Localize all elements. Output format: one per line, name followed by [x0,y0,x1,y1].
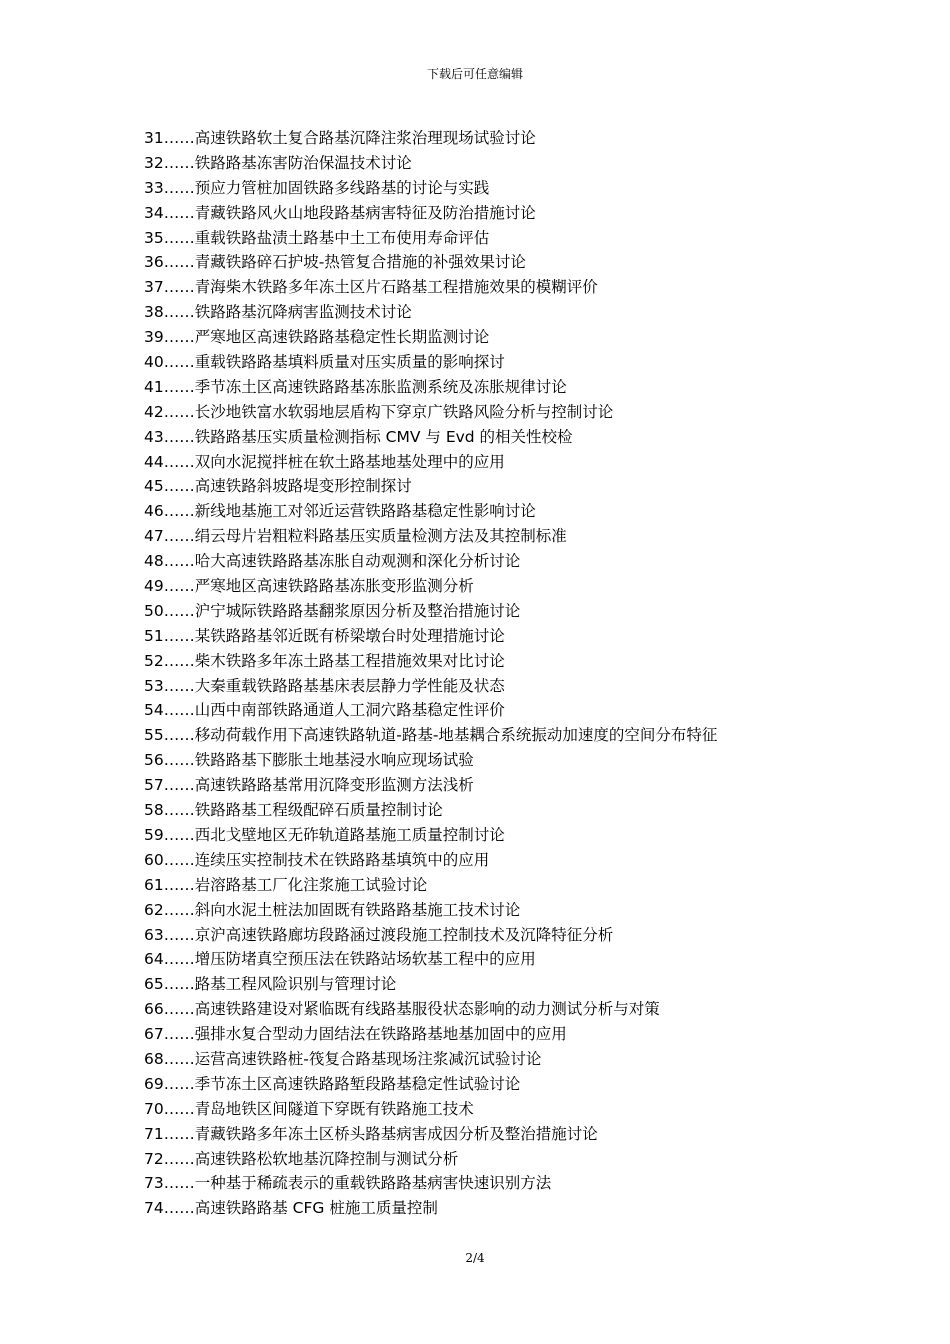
entry-leader-dots: …… [163,303,195,322]
entry-leader-dots: …… [163,1074,195,1093]
entry-leader-dots: …… [163,751,195,770]
entry-title: 重载铁路盐渍土路基中土工布使用寿命评估 [194,228,490,247]
entry-title: 双向水泥搅拌桩在软土路基地基处理中的应用 [194,452,505,471]
entry-number: 39 [144,328,164,347]
entry-leader-dots: …… [163,427,195,446]
entry-number: 46 [144,502,164,521]
entry-number: 57 [144,776,164,795]
entry-leader-dots: …… [163,328,195,347]
entry-number: 71 [144,1124,164,1143]
entry-leader-dots: …… [163,676,195,695]
list-item [144,226,924,251]
entry-title: 岩溶路基工厂化注浆施工试验讨论 [194,875,428,894]
list-item [144,1072,924,1097]
entry-title: 增压防堵真空预压法在铁路站场软基工程中的应用 [194,950,536,969]
entry-title: 连续压实控制技术在铁路路基填筑中的应用 [194,850,490,869]
list-item [144,275,924,300]
list-item [144,873,924,898]
entry-title: 预应力管桩加固铁路多线路基的讨论与实践 [194,178,490,197]
list-item [144,375,924,400]
entry-leader-dots: …… [163,701,195,720]
entry-number: 34 [144,203,164,222]
entry-title: 新线地基施工对邻近运营铁路路基稳定性影响讨论 [194,502,536,521]
entry-number: 67 [144,1025,164,1044]
entry-title: 严寒地区高速铁路路基稳定性长期监测讨论 [194,328,490,347]
entry-leader-dots: …… [163,1049,195,1068]
list-item [144,599,924,624]
entry-title: 高速铁路路基 CFG 桩施工质量控制 [194,1199,438,1218]
entry-leader-dots: …… [163,377,195,396]
entry-leader-dots: …… [163,651,195,670]
entry-leader-dots: …… [163,975,195,994]
entry-number: 45 [144,477,164,496]
entry-number: 60 [144,850,164,869]
entry-leader-dots: …… [163,228,195,247]
list-item [144,350,924,375]
entry-title: 铁路路基工程级配碎石质量控制讨论 [194,801,443,820]
list-item [144,649,924,674]
list-item [144,425,924,450]
entry-title: 路基工程风险识别与管理讨论 [194,975,397,994]
entry-number: 42 [144,402,164,421]
list-item [144,1022,924,1047]
entry-leader-dots: …… [163,601,195,620]
entry-leader-dots: …… [163,900,195,919]
entry-number: 32 [144,153,164,172]
entry-number: 65 [144,975,164,994]
entry-title: 强排水复合型动力固结法在铁路路基地基加固中的应用 [194,1025,567,1044]
entry-number: 58 [144,801,164,820]
entry-leader-dots: …… [163,776,195,795]
entry-number: 41 [144,377,164,396]
list-item [144,126,924,151]
entry-title: 高速铁路斜坡路堤变形控制探讨 [194,477,412,496]
entry-number: 59 [144,825,164,844]
entry-number: 52 [144,651,164,670]
entry-number: 56 [144,751,164,770]
entry-number: 50 [144,601,164,620]
list-item [144,325,924,350]
list-item [144,176,924,201]
entry-title: 铁路路基沉降病害监测技术讨论 [194,303,412,322]
entry-title: 某铁路路基邻近既有桥梁墩台时处理措施讨论 [194,626,505,645]
entry-number: 43 [144,427,164,446]
list-item [144,923,924,948]
list-item [144,823,924,848]
entry-number: 73 [144,1174,164,1193]
entry-title: 重载铁路路基填料质量对压实质量的影响探讨 [194,353,505,372]
entry-number: 70 [144,1099,164,1118]
entry-leader-dots: …… [163,726,195,745]
entry-number: 68 [144,1049,164,1068]
list-item [144,400,924,425]
entry-title: 长沙地铁富水软弱地层盾构下穿京广铁路风险分析与控制讨论 [194,402,614,421]
entry-number: 47 [144,527,164,546]
entry-title: 沪宁城际铁路路基翻浆原因分析及整治措施讨论 [194,601,521,620]
entry-leader-dots: …… [163,178,195,197]
entry-title: 季节冻土区高速铁路路基冻胀监测系统及冻胀规律讨论 [194,377,567,396]
entry-number: 48 [144,552,164,571]
entry-leader-dots: …… [163,1099,195,1118]
entry-leader-dots: …… [163,1199,195,1218]
entry-title: 青海柴木铁路多年冻土区片石路基工程措施效果的模糊评价 [194,278,598,297]
entry-leader-dots: …… [163,950,195,969]
entry-leader-dots: …… [163,875,195,894]
entry-title: 绢云母片岩粗粒料路基压实质量检测方法及其控制标准 [194,527,567,546]
page-number: 2/4 [465,1251,485,1265]
entry-title: 严寒地区高速铁路路基冻胀变形监测分析 [194,577,474,596]
list-item [144,1122,924,1147]
entry-number: 37 [144,278,164,297]
entry-leader-dots: …… [163,477,195,496]
entry-number: 40 [144,353,164,372]
entry-number: 31 [144,129,164,147]
entry-title: 青岛地铁区间隧道下穿既有铁路施工技术 [194,1099,474,1118]
list-item [144,1171,924,1196]
entry-leader-dots: …… [163,1000,195,1019]
list-item [144,848,924,873]
entry-title: 高速铁路松软地基沉降控制与测试分析 [194,1149,459,1168]
entry-title: 铁路路基压实质量检测指标 CMV 与 Evd 的相关性校检 [194,427,573,446]
list-item [144,624,924,649]
list-item [144,898,924,923]
entry-title: 青藏铁路碎石护坡-热管复合措施的补强效果讨论 [194,253,526,272]
entry-leader-dots: …… [163,353,195,372]
entry-number: 64 [144,950,164,969]
entry-title: 高速铁路路基常用沉降变形监测方法浅析 [194,776,474,795]
list-item [144,300,924,325]
entry-number: 66 [144,1000,164,1019]
entry-leader-dots: …… [163,825,195,844]
list-item [144,151,924,176]
page-header: 下载后可任意编辑 [426,67,523,81]
entry-leader-dots: …… [163,253,195,272]
entry-list [144,126,924,1221]
list-item [144,201,924,226]
entry-title: 铁路路基下膨胀土地基浸水响应现场试验 [194,751,474,770]
entry-title: 哈大高速铁路路基冻胀自动观测和深化分析讨论 [194,552,521,571]
entry-number: 53 [144,676,164,695]
entry-number: 69 [144,1074,164,1093]
entry-number: 36 [144,253,164,272]
entry-number: 35 [144,228,164,247]
entry-number: 49 [144,577,164,596]
entry-title: 一种基于稀疏表示的重载铁路路基病害快速识别方法 [194,1174,552,1193]
entry-number: 62 [144,900,164,919]
entry-number: 63 [144,925,164,944]
entry-number: 44 [144,452,164,471]
entry-leader-dots: …… [163,1174,195,1193]
list-item [144,524,924,549]
entry-number: 38 [144,303,164,322]
entry-title: 山西中南部铁路通道人工洞穴路基稳定性评价 [194,701,505,720]
list-item [144,698,924,723]
entry-title: 京沪高速铁路廊坊段路涵过渡段施工控制技术及沉降特征分析 [194,925,614,944]
entry-number: 61 [144,875,164,894]
entry-number: 72 [144,1149,164,1168]
entry-title: 柴木铁路多年冻土路基工程措施效果对比讨论 [194,651,505,670]
entry-leader-dots: …… [163,527,195,546]
entry-title: 斜向水泥土桩法加固既有铁路路基施工技术讨论 [194,900,521,919]
entry-leader-dots: …… [163,129,195,147]
entry-number: 33 [144,178,164,197]
list-item [144,450,924,475]
entry-title: 季节冻土区高速铁路路堑段路基稳定性试验讨论 [194,1074,521,1093]
list-item [144,549,924,574]
list-item [144,474,924,499]
entry-leader-dots: …… [163,452,195,471]
entry-number: 74 [144,1199,164,1218]
entry-title: 青藏铁路多年冻土区桥头路基病害成因分析及整治措施讨论 [194,1124,598,1143]
entry-leader-dots: …… [163,278,195,297]
list-item [144,1097,924,1122]
entry-title: 铁路路基冻害防治保温技术讨论 [194,153,412,172]
entry-title: 西北戈壁地区无砟轨道路基施工质量控制讨论 [194,825,505,844]
entry-leader-dots: …… [163,203,195,222]
entry-leader-dots: …… [163,1025,195,1044]
entry-leader-dots: …… [163,1124,195,1143]
entry-leader-dots: …… [163,850,195,869]
list-item [144,947,924,972]
list-item [144,972,924,997]
entry-title: 移动荷载作用下高速铁路轨道-路基-地基耦合系统振动加速度的空间分布特征 [194,726,718,745]
entry-leader-dots: …… [163,502,195,521]
list-item [144,1196,924,1221]
list-item [144,723,924,748]
entry-title: 高速铁路软土复合路基沉降注浆治理现场试验讨论 [194,129,536,147]
entry-title: 青藏铁路风火山地段路基病害特征及防治措施讨论 [194,203,536,222]
list-item [144,674,924,699]
entry-leader-dots: …… [163,801,195,820]
entry-leader-dots: …… [163,577,195,596]
entry-number: 54 [144,701,164,720]
list-item [144,1147,924,1172]
entry-leader-dots: …… [163,1149,195,1168]
list-item [144,1047,924,1072]
list-item [144,997,924,1022]
entry-leader-dots: …… [163,552,195,571]
list-item [144,748,924,773]
entry-title: 大秦重载铁路路基基床表层静力学性能及状态 [194,676,505,695]
entry-title: 运营高速铁路桩-筏复合路基现场注浆减沉试验讨论 [194,1049,542,1068]
entry-leader-dots: …… [163,925,195,944]
list-item [144,574,924,599]
list-item [144,773,924,798]
entry-title: 高速铁路建设对紧临既有线路基服役状态影响的动力测试分析与对策 [194,1000,660,1019]
entry-leader-dots: …… [163,626,195,645]
entry-leader-dots: …… [163,153,195,172]
entry-number: 51 [144,626,164,645]
list-item [144,798,924,823]
list-item [144,499,924,524]
entry-number: 55 [144,726,164,745]
list-item [144,250,924,275]
entry-leader-dots: …… [163,402,195,421]
